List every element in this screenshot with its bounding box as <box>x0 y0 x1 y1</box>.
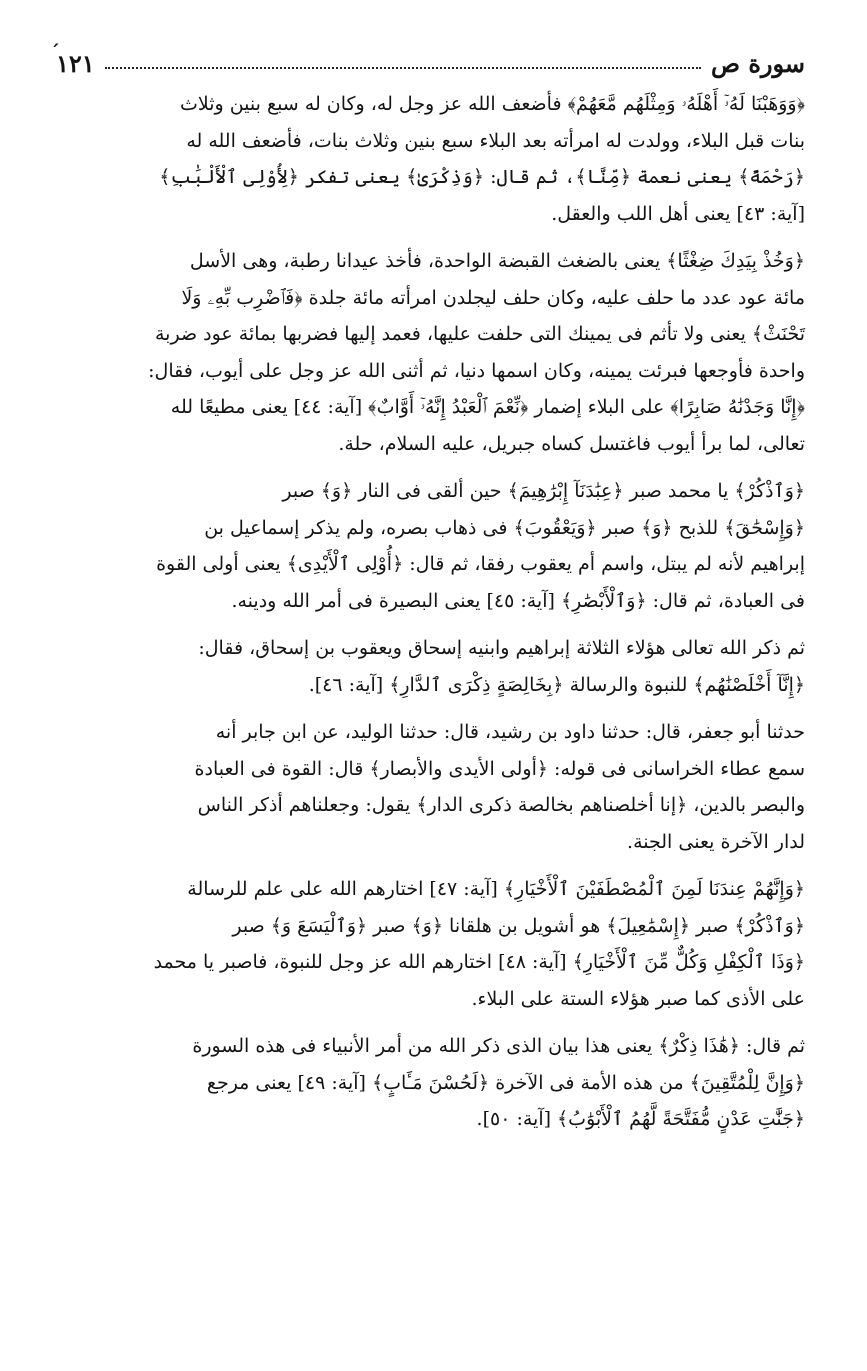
surah-title: سورة ص <box>710 49 805 78</box>
paragraph-5: حدثنا أبو جعفر، قال: حدثنا داود بن رشيد، قال: حدثنا الوليد، عن ابن جابر أنه سمع عطاء الخراسانى فى قوله: ﴿أولى الأيدى والأبصار﴾ قال: القوة فى العبادة والبصر بالدين، ﴿إنا أخلصناهم بخالصة ذكرى الدار﴾ يقول: وجعلناهم أذكر الناس لدار الآخرة يعنى الجنة. <box>194 721 805 853</box>
page-number: ١٢١ <box>56 49 95 78</box>
page-body <box>56 86 805 1138</box>
corner-mark: ´ <box>50 40 60 64</box>
paragraph-1: ﴿وَوَهَبْنَا لَهُۥٓ أَهْلَهُۥ وَمِثْلَهُم مَّعَهُمْ﴾ فأضعف الله عز وجل له، وكان له سبع بنين وثلاث بنات قبل البلاء، وولدت له امرأته بعد البلاء سبع بنين وثلاث بنات، فأضعف الله له ﴿رَحْمَةً﴾ يعنى نعمة ﴿مِّنَّا﴾، ثم قال: ﴿وَذِكْرَىٰ﴾ يعنى تفكر ﴿لِأُوْلِى ٱلْأَلْبَٰبِ﴾ [آية: ٤٣] يعنى أهل اللب والعقل. <box>159 93 805 225</box>
header-dot-leader <box>105 67 701 69</box>
paragraph-4: ثم ذكر الله تعالى هؤلاء الثلاثة إبراهيم وابنيه إسحاق ويعقوب بن إسحاق، فقال: ﴿إِنَّآ أَخْلَصْنَٰهُم﴾ للنبوة والرسالة ﴿بِخَالِصَةٍ ذِكْرَى ٱلدَّارِ﴾ [آية: ٤٦]. <box>198 637 805 696</box>
running-header <box>50 40 805 78</box>
paragraph-6: ﴿وَإِنَّهُمْ عِندَنَا لَمِنَ ٱلْمُصْطَفَيْنَ ٱلْأَخْيَارِ﴾ [آية: ٤٧] اختارهم الله على علم للرسالة ﴿وَٱذْكُرْ﴾ صبر ﴿إِسْمَٰعِيلَ﴾ هو أشويل بن هلقانا ﴿وَ﴾ صبر ﴿وَٱلْيَسَعَ وَ﴾ صبر ﴿وَذَا ٱلْكِفْلِ وَكُلٌّ مِّنَ ٱلْأَخْيَارِ﴾ [آية: ٤٨] اختارهم الله عز وجل للنبوة، فاصبر يا محمد على الأذى كما صبر هؤلاء الستة على البلاء. <box>153 878 805 1010</box>
paragraph-3: ﴿وَٱذْكُرْ﴾ يا محمد صبر ﴿عِبَٰدَنَآ إِبْرَٰهِيمَ﴾ حين ألقى فى النار ﴿وَ﴾ صبر ﴿وَإِسْحَٰقَ﴾ للذبح ﴿وَ﴾ صبر ﴿وَيَعْقُوبَ﴾ فى ذهاب بصره، ولم يذكر إسماعيل بن إبراهيم لأنه لم يبتل، واسم أم يعقوب رفقا، ثم قال: ﴿أُوْلِى ٱلْأَيْدِى﴾ يعنى أولى القوة فى العبادة، ثم قال: ﴿وَٱلْأَبْصَٰرِ﴾ [آية: ٤٥] يعنى البصيرة فى أمر الله ودينه. <box>156 480 805 612</box>
paragraph-7: ثم قال: ﴿هَٰذَا ذِكْرٌ﴾ يعنى هذا بيان الذى ذكر الله من أمر الأنبياء فى هذه السورة ﴿وَإِنَّ لِلْمُتَّقِينَ﴾ من هذه الأمة فى الآخرة ﴿لَحُسْنَ مَـَٔابٍ﴾ [آية: ٤٩] يعنى مرجع ﴿جَنَّٰتِ عَدْنٍ مُّفَتَّحَةً لَّهُمُ ٱلْأَبْوَٰبُ﴾ [آية: ٥٠]. <box>192 1035 805 1130</box>
paragraph-2: ﴿وَخُذْ بِيَدِكَ ضِغْثًا﴾ يعنى بالضغث القبضة الواحدة، فأخذ عيدانا رطبة، وهى الأسل مائة عود عدد ما حلف عليه، وكان حلف ليجلدن امرأته مائة جلدة ﴿فَٱضْرِب بِّهِۦ وَلَا تَحْنَثْ﴾ يعنى ولا تأثم فى يمينك التى حلفت عليها، فعمد إليها فضربها بمائة عود ضربة واحدة فأوجعها فبرئت يمينه، وكان اسمها دنيا، ثم أثنى الله عز وجل على أيوب، فقال: ﴿إِنَّا وَجَدْنَٰهُ صَابِرًا﴾ على البلاء إضمار ﴿نِّعْمَ ٱلْعَبْدُ إِنَّهُۥٓ أَوَّابٌ﴾ [آية: ٤٤] يعنى مطيعًا لله تعالى، لما برأ أيوب فاغتسل كساه جبريل، عليه السلام، حلة. <box>148 250 805 455</box>
